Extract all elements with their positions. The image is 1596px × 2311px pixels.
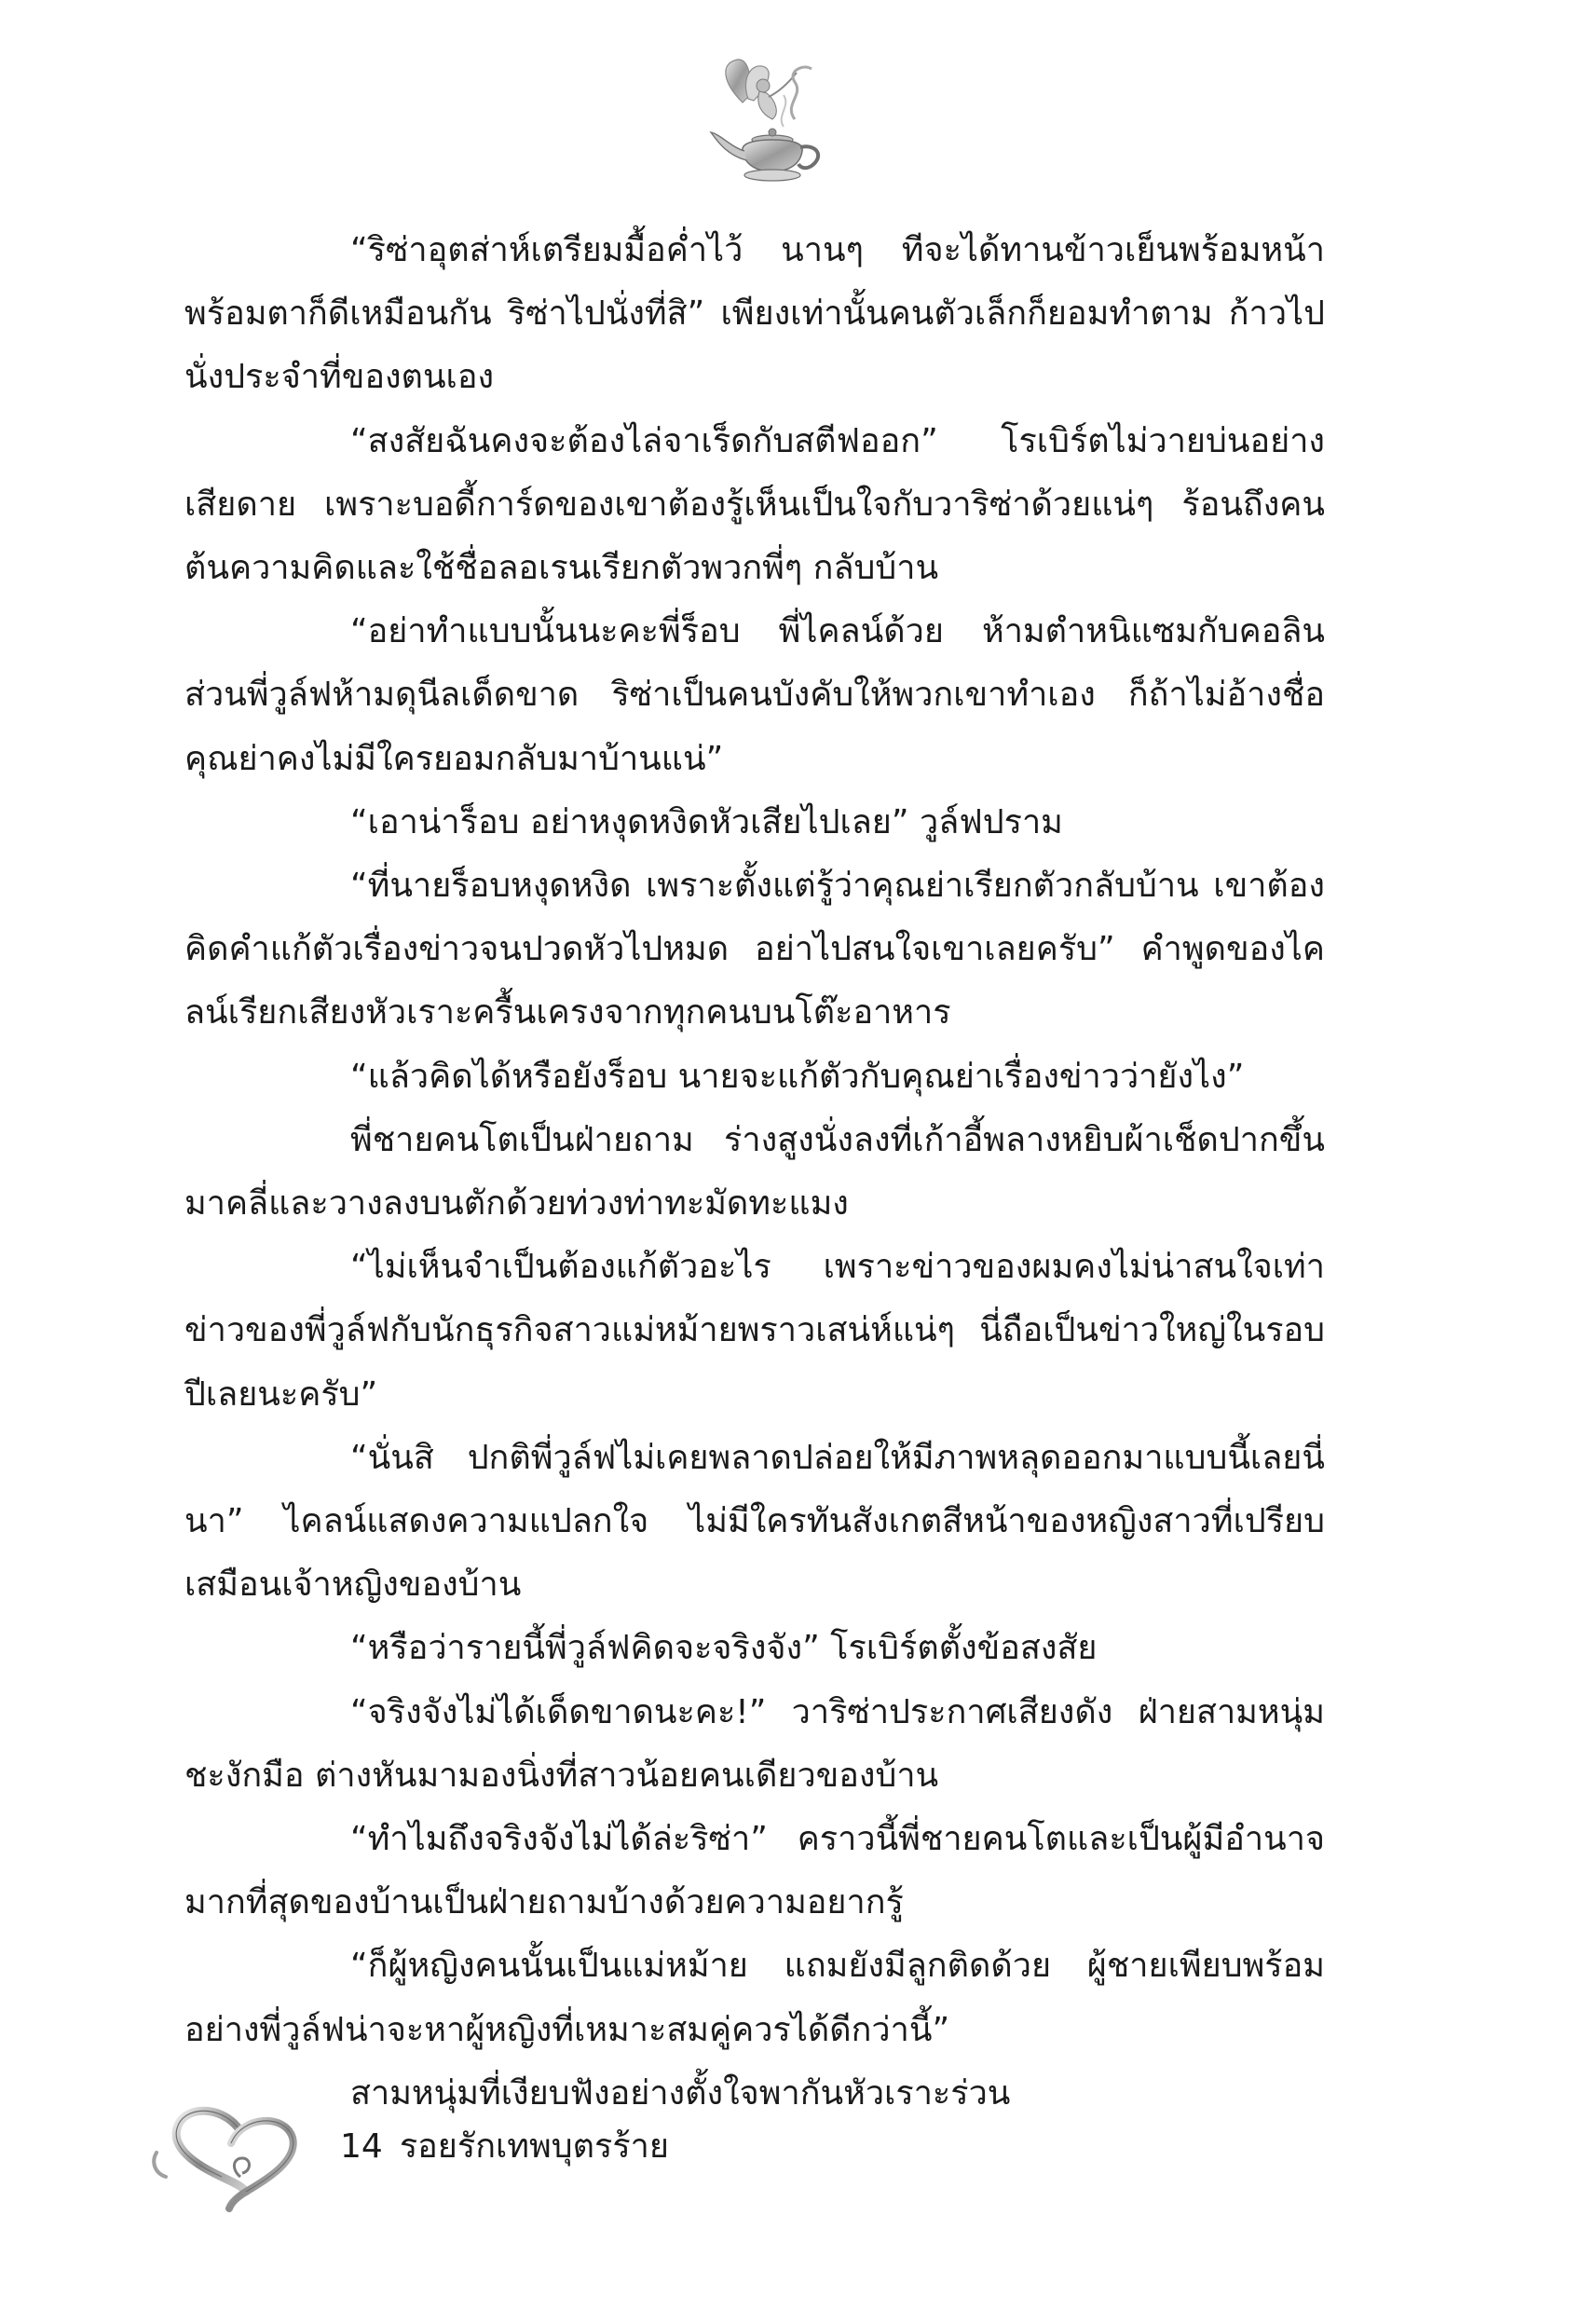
paragraph: “ที่นายร็อบหงุดหงิด เพราะตั้งแต่รู้ว่าคุณย่าเรียกตัวกลับบ้าน เขาต้องคิดคำแก้ตัวเรื่องข่าวจนปวดหัวไปหมด อย่าไปสนใจเขาเลยครับ” คำพูดของไคลน์เรียกเสียงหัวเราะครื้นเครงจากทุกคนบนโต๊ะอาหาร	[184, 867, 1325, 1032]
paragraph: “ริซ่าอุตส่าห์เตรียมมื้อค่ำไว้ นานๆ ทีจะได้ทานข้าวเย็นพร้อมหน้าพร้อมตาก็ดีเหมือนกัน ริซ่าไปนั่งที่สิ” เพียงเท่านั้นคนตัวเล็กก็ยอมทำตาม ก้าวไปนั่งประจำที่ของตนเอง	[184, 231, 1325, 397]
paragraph: สามหนุ่มที่เงียบฟังอย่างตั้งใจพากันหัวเราะร่วน	[350, 2073, 1011, 2113]
paragraph: “สงสัยฉันคงจะต้องไล่จาเร็ดกับสตีฟออก” โรเบิร์ตไม่วายบ่นอย่างเสียดาย เพราะบอดี้การ์ดของเขาต้องรู้เห็นเป็นใจกับวาริซ่าด้วยแน่ๆ ร้อนถึงคนต้นความคิดและใช้ชื่อลอเรนเรียกตัวพวกพี่ๆ กลับบ้าน	[184, 421, 1325, 588]
paragraph: “แล้วคิดได้หรือยังร็อบ นายจะแก้ตัวกับคุณย่าเรื่องข่าวว่ายังไง”	[350, 1057, 1245, 1096]
paragraph: “ทำไมถึงจริงจังไม่ได้ล่ะริซ่า” คราวนี้พี่ชายคนโตและเป็นผู้มีอำนาจมากที่สุดของบ้านเป็นฝ่ายถามบ้างด้วยความอยากรู้	[184, 1820, 1325, 1922]
teapot-fairy-icon	[694, 54, 843, 194]
paragraph: “ก็ผู้หญิงคนนั้นเป็นแม่หม้าย แถมยังมีลูกติดด้วย ผู้ชายเพียบพร้อมอย่างพี่วูล์ฟน่าจะหาผู้หญิงที่เหมาะสมคู่ควรได้ดีกว่านี้”	[184, 1947, 1325, 2049]
paragraph: “อย่าทำแบบนั้นนะคะพี่ร็อบ พี่ไคลน์ด้วย ห้ามตำหนิแซมกับคอลินส่วนพี่วูล์ฟห้ามดุนีลเด็ดขาด ริซ่าเป็นคนบังคับให้พวกเขาทำเอง ก็ถ้าไม่อ้างชื่อคุณย่าคงไม่มีใครยอมกลับมาบ้านแน่”	[184, 612, 1325, 778]
book-title: รอยรักเทพบุตรร้าย	[399, 2127, 669, 2166]
paragraph: “นั่นสิ ปกติพี่วูล์ฟไม่เคยพลาดปล่อยให้มีภาพหลุดออกมาแบบนี้เลยนี่นา” ไคลน์แสดงความแปลกใจ ไม่มีใครทันสังเกตสีหน้าของหญิงสาวที่เปรียบเสมือนเจ้าหญิงของบ้าน	[184, 1438, 1325, 1605]
paragraph: “หรือว่ารายนี้พี่วูล์ฟคิดจะจริงจัง” โรเบิร์ตตั้งข้อสงสัย	[350, 1629, 1098, 1668]
paragraph: “จริงจังไม่ได้เด็ดขาดนะคะ!” วาริซ่าประกาศเสียงดัง ฝ่ายสามหนุ่มชะงักมือ ต่างหันมามองนิ่งที่สาวน้อยคนเดียวของบ้าน	[184, 1692, 1325, 1795]
double-heart-ribbon-icon	[149, 2087, 326, 2218]
folio	[340, 2126, 669, 2167]
paragraph: “ไม่เห็นจำเป็นต้องแก้ตัวอะไร เพราะข่าวของผมคงไม่น่าสนใจเท่าข่าวของพี่วูล์ฟกับนักธุรกิจสาวแม่หม้ายพราวเสน่ห์แน่ๆ นี่ถือเป็นข่าวใหญ่ในรอบปีเลยนะครับ”	[184, 1248, 1325, 1414]
paragraph: พี่ชายคนโตเป็นฝ่ายถาม ร่างสูงนั่งลงที่เก้าอี้พลางหยิบผ้าเช็ดปากขึ้นมาคลี่และวางลงบนตักด้วยท่วงท่าทะมัดทะแมง	[184, 1120, 1325, 1224]
body-text	[184, 219, 1325, 2113]
paragraph: “เอาน่าร็อบ อย่าหงุดหงิดหัวเสียไปเลย” วูล์ฟปราม	[350, 802, 1063, 841]
page-footer	[149, 2087, 894, 2218]
page-number: 14	[340, 2127, 383, 2166]
